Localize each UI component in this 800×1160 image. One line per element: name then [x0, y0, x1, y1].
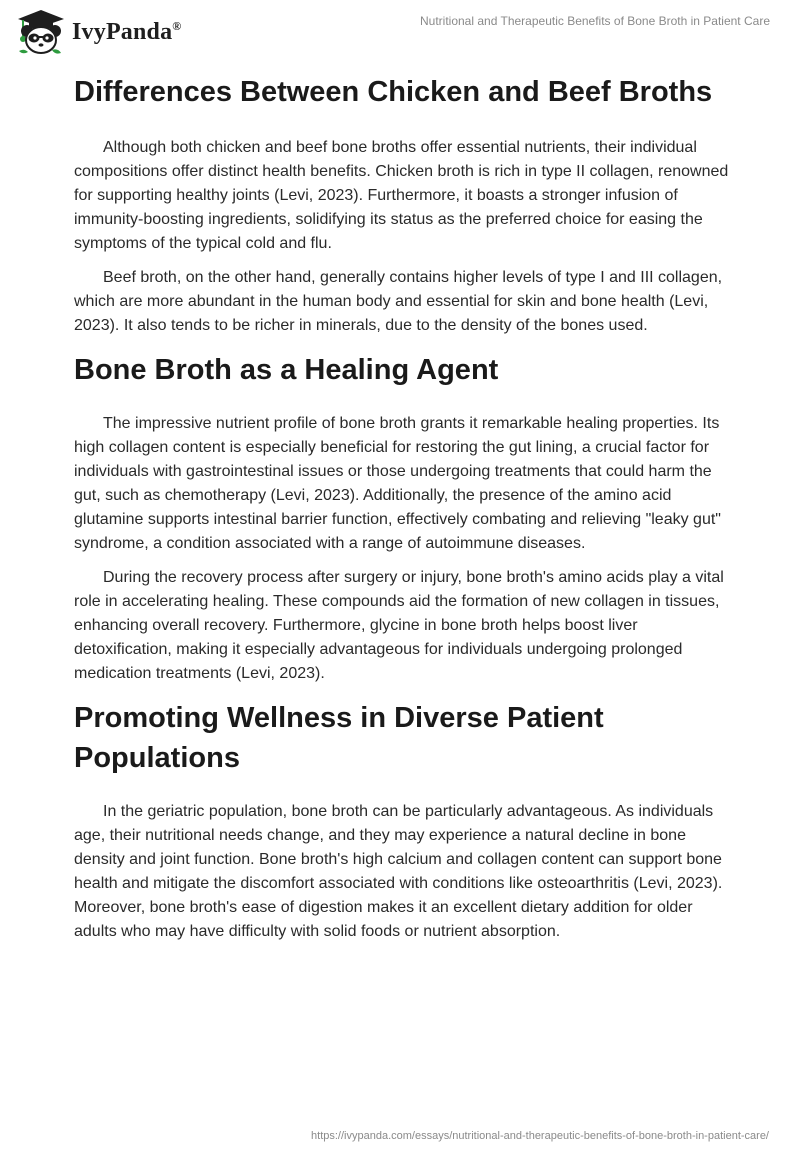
ivypanda-logo[interactable] [14, 8, 181, 56]
panda-graduate-icon [14, 8, 68, 56]
brand-name: IvyPanda® [72, 18, 182, 45]
paragraph: The impressive nutrient profile of bone broth grants it remarkable healing properties. Its high collagen content is especially beneficial for restoring the gut lining, a crucial factor for individuals with gastrointestinal issues or those undergoing treatments that could harm the gut, such as chemotherapy (Levi, 2023). Additionally, the presence of the amino acid glutamine supports intestinal barrier function, effectively combating and relieving "leaky gut" syndrome, a condition associated with a range of autoimmune diseases. [74, 415, 721, 552]
source-url[interactable]: https://ivypanda.com/essays/nutritional-and-therapeutic-benefits-of-bone-broth-in-patient-care/ [311, 1130, 769, 1142]
registered-mark: ® [172, 18, 182, 33]
paragraph: Beef broth, on the other hand, generally contains higher levels of type I and III collagen, which are more abundant in the human body and essential for skin and bone health (Levi, 2023). It also tends to be richer in minerals, due to the density of the bones used. [74, 269, 723, 334]
paragraph: In the geriatric population, bone broth can be particularly advantageous. As individuals age, their nutritional needs change, and they may experience a natural decline in bone density and joint function. Bone broth's high calcium and collagen content can support bone health and mitigate the discomfort associated with conditions like osteoarthritis (Levi, 2023). Moreover, bone broth's ease of digestion makes it an excellent dietary addition for older adults who may have difficulty with solid foods or nutrient absorption. [74, 803, 723, 940]
essay-body [74, 68, 730, 944]
section-heading: Promoting Wellness in Diverse Patient Populations [74, 702, 604, 774]
section-heading: Bone Broth as a Healing Agent [74, 354, 499, 386]
paragraph: Although both chicken and beef bone broths offer essential nutrients, their individual compositions offer distinct health benefits. Chicken broth is rich in type II collagen, renowned for supporting healthy joints (Levi, 2023). Furthermore, it boasts a stronger infusion of immunity-boosting ingredients, solidifying its status as the preferred choice for easing the symptoms of the typical cold and flu. [74, 139, 729, 252]
section-heading: Differences Between Chicken and Beef Broths [74, 76, 713, 108]
paragraph: During the recovery process after surgery or injury, bone broth's amino acids play a vital role in accelerating healing. These compounds aid the formation of new collagen in tissues, enhancing overall recovery. Furthermore, glycine in bone broth helps boost liver detoxification, making it especially advantageous for individuals undergoing prolonged medication treatments (Levi, 2023). [74, 569, 724, 682]
page-header [0, 0, 800, 60]
document-title: Nutritional and Therapeutic Benefits of Bone Broth in Patient Care [420, 14, 770, 28]
